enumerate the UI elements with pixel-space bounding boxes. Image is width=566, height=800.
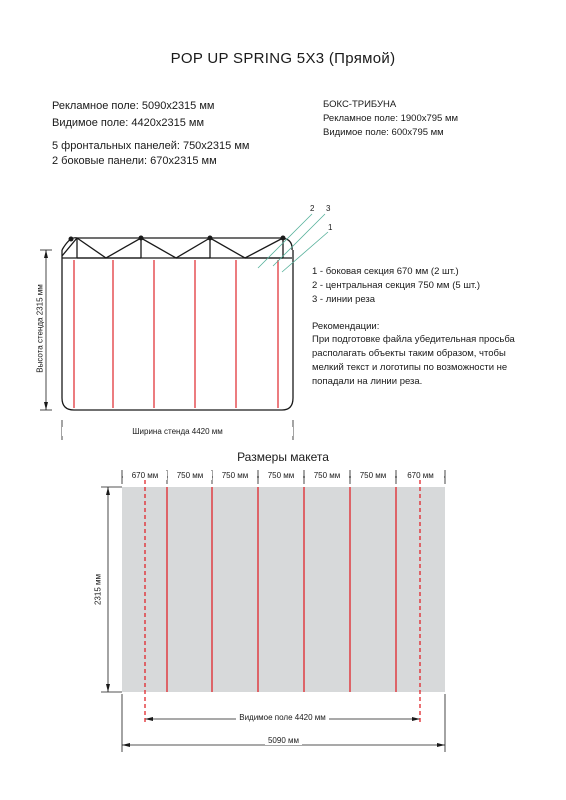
total-width-label: 5090 мм (122, 736, 445, 745)
callout-label-2: 2 (310, 204, 315, 213)
segment-label-7: 670 мм (397, 471, 444, 480)
segment-label-4: 750 мм (259, 471, 303, 480)
recommendations-text: При подготовке файла убедительная просьба располагать объекты таким образом, чтобы мелкий текст и логотипы по возможности не попадали на линии реза. (312, 334, 515, 387)
callout-label-1: 1 (328, 223, 333, 232)
visible-field-label: Видимое поле 4420 мм (145, 713, 420, 722)
layout-heading: Размеры макета (237, 450, 329, 464)
segment-label-2: 750 мм (168, 471, 212, 480)
page-title: POP UP SPRING 5X3 (Прямой) (170, 50, 396, 67)
tribune-visible-field: Видимое поле: 600х795 мм (323, 127, 444, 138)
segment-label-6: 750 мм (351, 471, 395, 480)
legend-item-3: 3 - линии реза (312, 294, 376, 305)
recommendations-heading: Рекомендации: (312, 321, 380, 332)
tribune-heading: БОКС-ТРИБУНА (323, 99, 397, 110)
legend-item-1: 1 - боковая секция 670 мм (2 шт.) (312, 266, 459, 277)
front-panels-spec: 5 фронтальных панелей: 750х2315 мм (52, 140, 250, 152)
segment-label-1: 670 мм (123, 471, 167, 480)
stand-height-label: Высота стенда 2315 мм (35, 284, 45, 373)
segment-label-3: 750 мм (213, 471, 257, 480)
ad-field-spec: Рекламное поле: 5090х2315 мм (52, 100, 215, 112)
tribune-ad-field: Рекламное поле: 1900х795 мм (323, 113, 459, 124)
callout-label-3: 3 (326, 204, 331, 213)
layout-height-label: 2315 мм (94, 560, 103, 620)
stand-width-label: Ширина стенда 4420 мм (62, 427, 293, 436)
segment-label-5: 750 мм (305, 471, 349, 480)
legend-item-2: 2 - центральная секция 750 мм (5 шт.) (312, 280, 481, 291)
visible-field-spec: Видимое поле: 4420х2315 мм (52, 117, 205, 129)
side-panels-spec: 2 боковые панели: 670х2315 мм (52, 155, 217, 167)
